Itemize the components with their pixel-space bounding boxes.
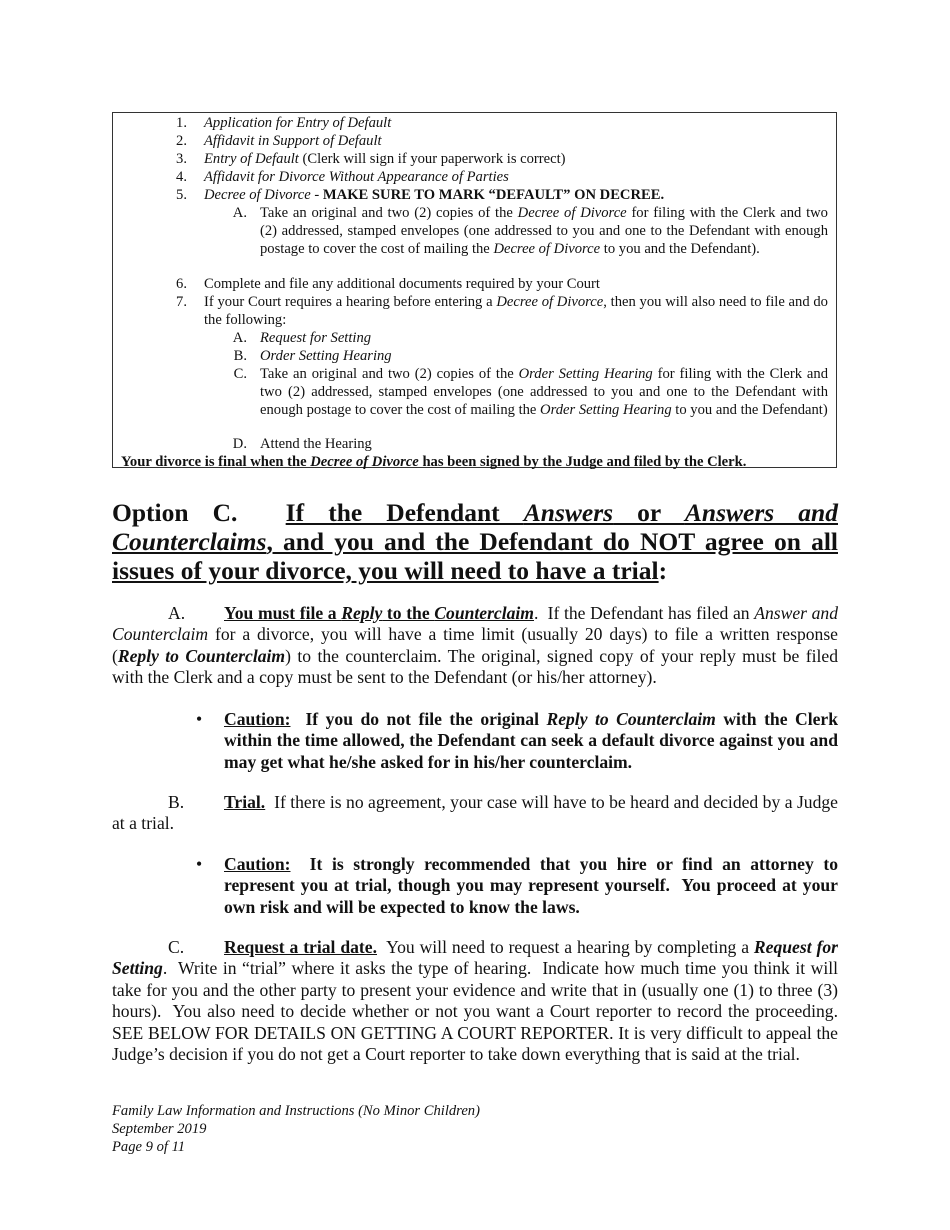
- section-b-paragraph: B. Trial. If there is no agreement, your case will have to be heard and decided by a Judge at a trial.: [112, 792, 843, 834]
- page-number: Page 9 of 11: [112, 1139, 186, 1155]
- option-c-heading: Option C. If the Defendant Answers or Answers and Counterclaims, and you and the Defendant do NOT agree on all issues of your divorce, you will need to have a trial:: [112, 498, 838, 585]
- page-footer: [112, 1102, 480, 1156]
- final-note: Your divorce is final when the Decree of Divorce has been signed by the Judge and filed by the Clerk.: [121, 454, 747, 470]
- caution-note-reply: • Caution: If you do not file the original Reply to Counterclaim with the Clerk within the time allowed, the Defendant can seek a default divorce against you and may get what he/she asked for in his/her counterclaim.: [196, 709, 839, 772]
- section-a-heading: You must file a Reply to the Counterclaim: [224, 603, 534, 623]
- section-a-paragraph: A. You must file a Reply to the Counterclaim. If the Defendant has filed an Answer and Counterclaim for a divorce, you will have a time limit (usually 20 days) to file a written response (Reply to Counterclaim) to the counterclaim. The original, signed copy of your reply must be filed with the Clerk and a copy must be sent to the Defendant (or his/her attorney).: [112, 603, 839, 688]
- footer-date: September 2019: [112, 1121, 207, 1137]
- bullet-icon: •: [196, 854, 203, 874]
- footer-title: Family Law Information and Instructions (No Minor Children): [112, 1103, 480, 1119]
- default-instructions-box: 1. Application for Entry of Default 2. Affidavit in Support of Default 3. Entry of Default (Clerk will sign if your paperwork is correct) 4. Affidavit for Divorce Without Appearance of Parties 5. Decree of Divorce - MAKE SURE TO MARK “DEFAULT” ON DECREE. A. Take an original and two (2) copies of the Decree of Divorce for filing with the Clerk and two (2) addressed, stamped envelopes (one addressed to you and one to the Defendant with enough postage to cover the cost of mailing the Decree of Divorce to you and the Defendant). 6. Complete and file any additional documents required by your Court 7. If your Court requires a hearing before entering a Decree of Divorce, then you will also need to file and do the following: A. Request for Setting B. Order Setting Hearing C. Take an original and two (2) copies of the Order Setting Hearing for filing with the Clerk and two (2) addressed, stamped envelopes (one addressed to you and one to the Defendant with enough postage to cover the cost of mailing the Order Setting Hearing to you and the Defendant) D. Attend the Hearing Your divorce is final when the Decree of Divorce has been signed by the Judge and filed by the Clerk.: [112, 112, 837, 468]
- caution-note-attorney: • Caution: It is strongly recommended that you hire or find an attorney to represent you at trial, though you may represent yourself. You proceed at your own risk and will be expected to know the laws.: [196, 854, 843, 917]
- bullet-icon: •: [196, 709, 203, 729]
- section-c-paragraph: C. Request a trial date. You will need to request a hearing by completing a Request for Setting. Write in “trial” where it asks the type of hearing. Indicate how much time you think it will take for you and the other party to present your evidence and write that in (usually one (1) to three (3) hours). You also need to decide whether or not you want a Court reporter to record the proceeding. SEE BELOW FOR DETAILS ON GETTING A COURT REPORTER. It is very difficult to appeal the Judge’s decision if you do not get a Court reporter to take down everything that is said at the trial.: [112, 937, 847, 1065]
